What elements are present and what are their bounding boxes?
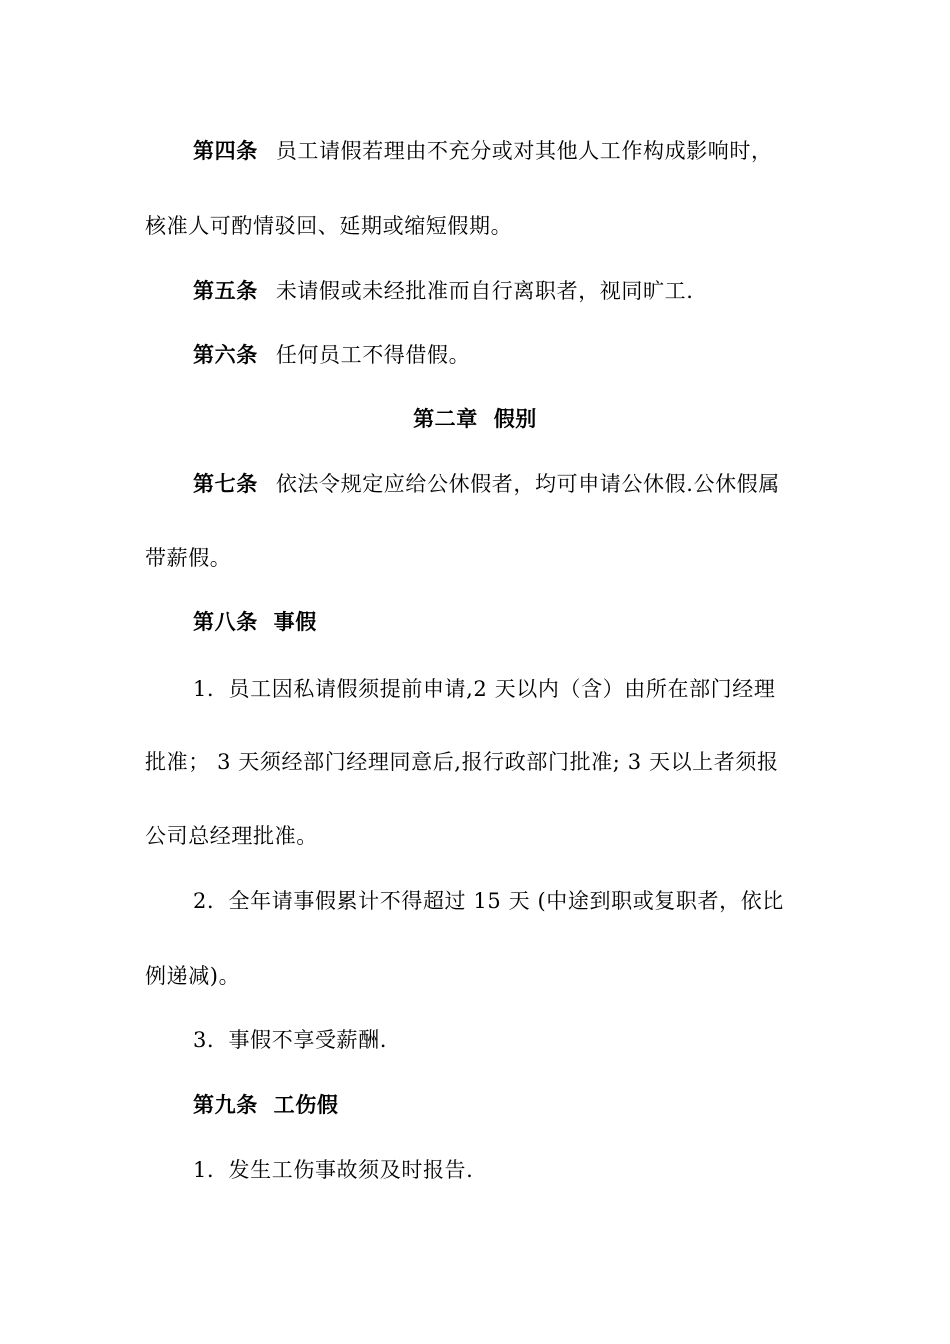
article-8-item-1-line-3: 公司总经理批准。	[145, 824, 318, 848]
article-9-item-1: 1．发生工伤事故须及时报告.	[193, 1158, 474, 1182]
article-4-line-2: 核准人可酌情驳回、延期或缩短假期。	[145, 214, 513, 238]
article-9-heading: 第九条 工伤假	[193, 1093, 339, 1117]
article-8-item-3: 3．事假不享受薪酬.	[193, 1028, 388, 1052]
article-7-line-2: 带薪假。	[145, 546, 232, 570]
article-5-line	[193, 276, 810, 306]
article-4-heading: 第四条	[193, 139, 258, 163]
article-6-heading: 第六条	[193, 343, 258, 367]
article-6-line	[193, 340, 810, 370]
article-4-line-1	[193, 136, 810, 166]
article-8-item-2-line-1: 2．全年请事假累计不得超过 15 天 (中途到职或复职者，依比	[193, 889, 784, 913]
article-5-heading: 第五条	[193, 279, 258, 303]
article-7-line-1	[193, 469, 810, 499]
article-7-text-1: 依法令规定应给公休假者，均可申请公休假.公休假属	[275, 472, 780, 496]
article-5-text: 未请假或未经批准而自行离职者，视同旷工.	[275, 279, 694, 303]
article-7-heading: 第七条	[193, 472, 258, 496]
article-8-item-1-line-2: 批准； 3 天须经部门经理同意后,报行政部门批准; 3 天以上者须报	[145, 750, 779, 774]
article-8-item-1-line-1: 1．员工因私请假须提前申请,2 天以内（含）由所在部门经理	[193, 677, 776, 701]
article-8-heading: 第八条 事假	[193, 610, 317, 634]
article-4-text-1: 员工请假若理由不充分或对其他人工作构成影响时，	[275, 139, 773, 163]
article-6-text: 任何员工不得借假。	[275, 343, 471, 367]
article-8-item-2-line-2: 例递减)。	[145, 964, 241, 988]
chapter-2-title: 第二章 假别	[413, 407, 537, 431]
